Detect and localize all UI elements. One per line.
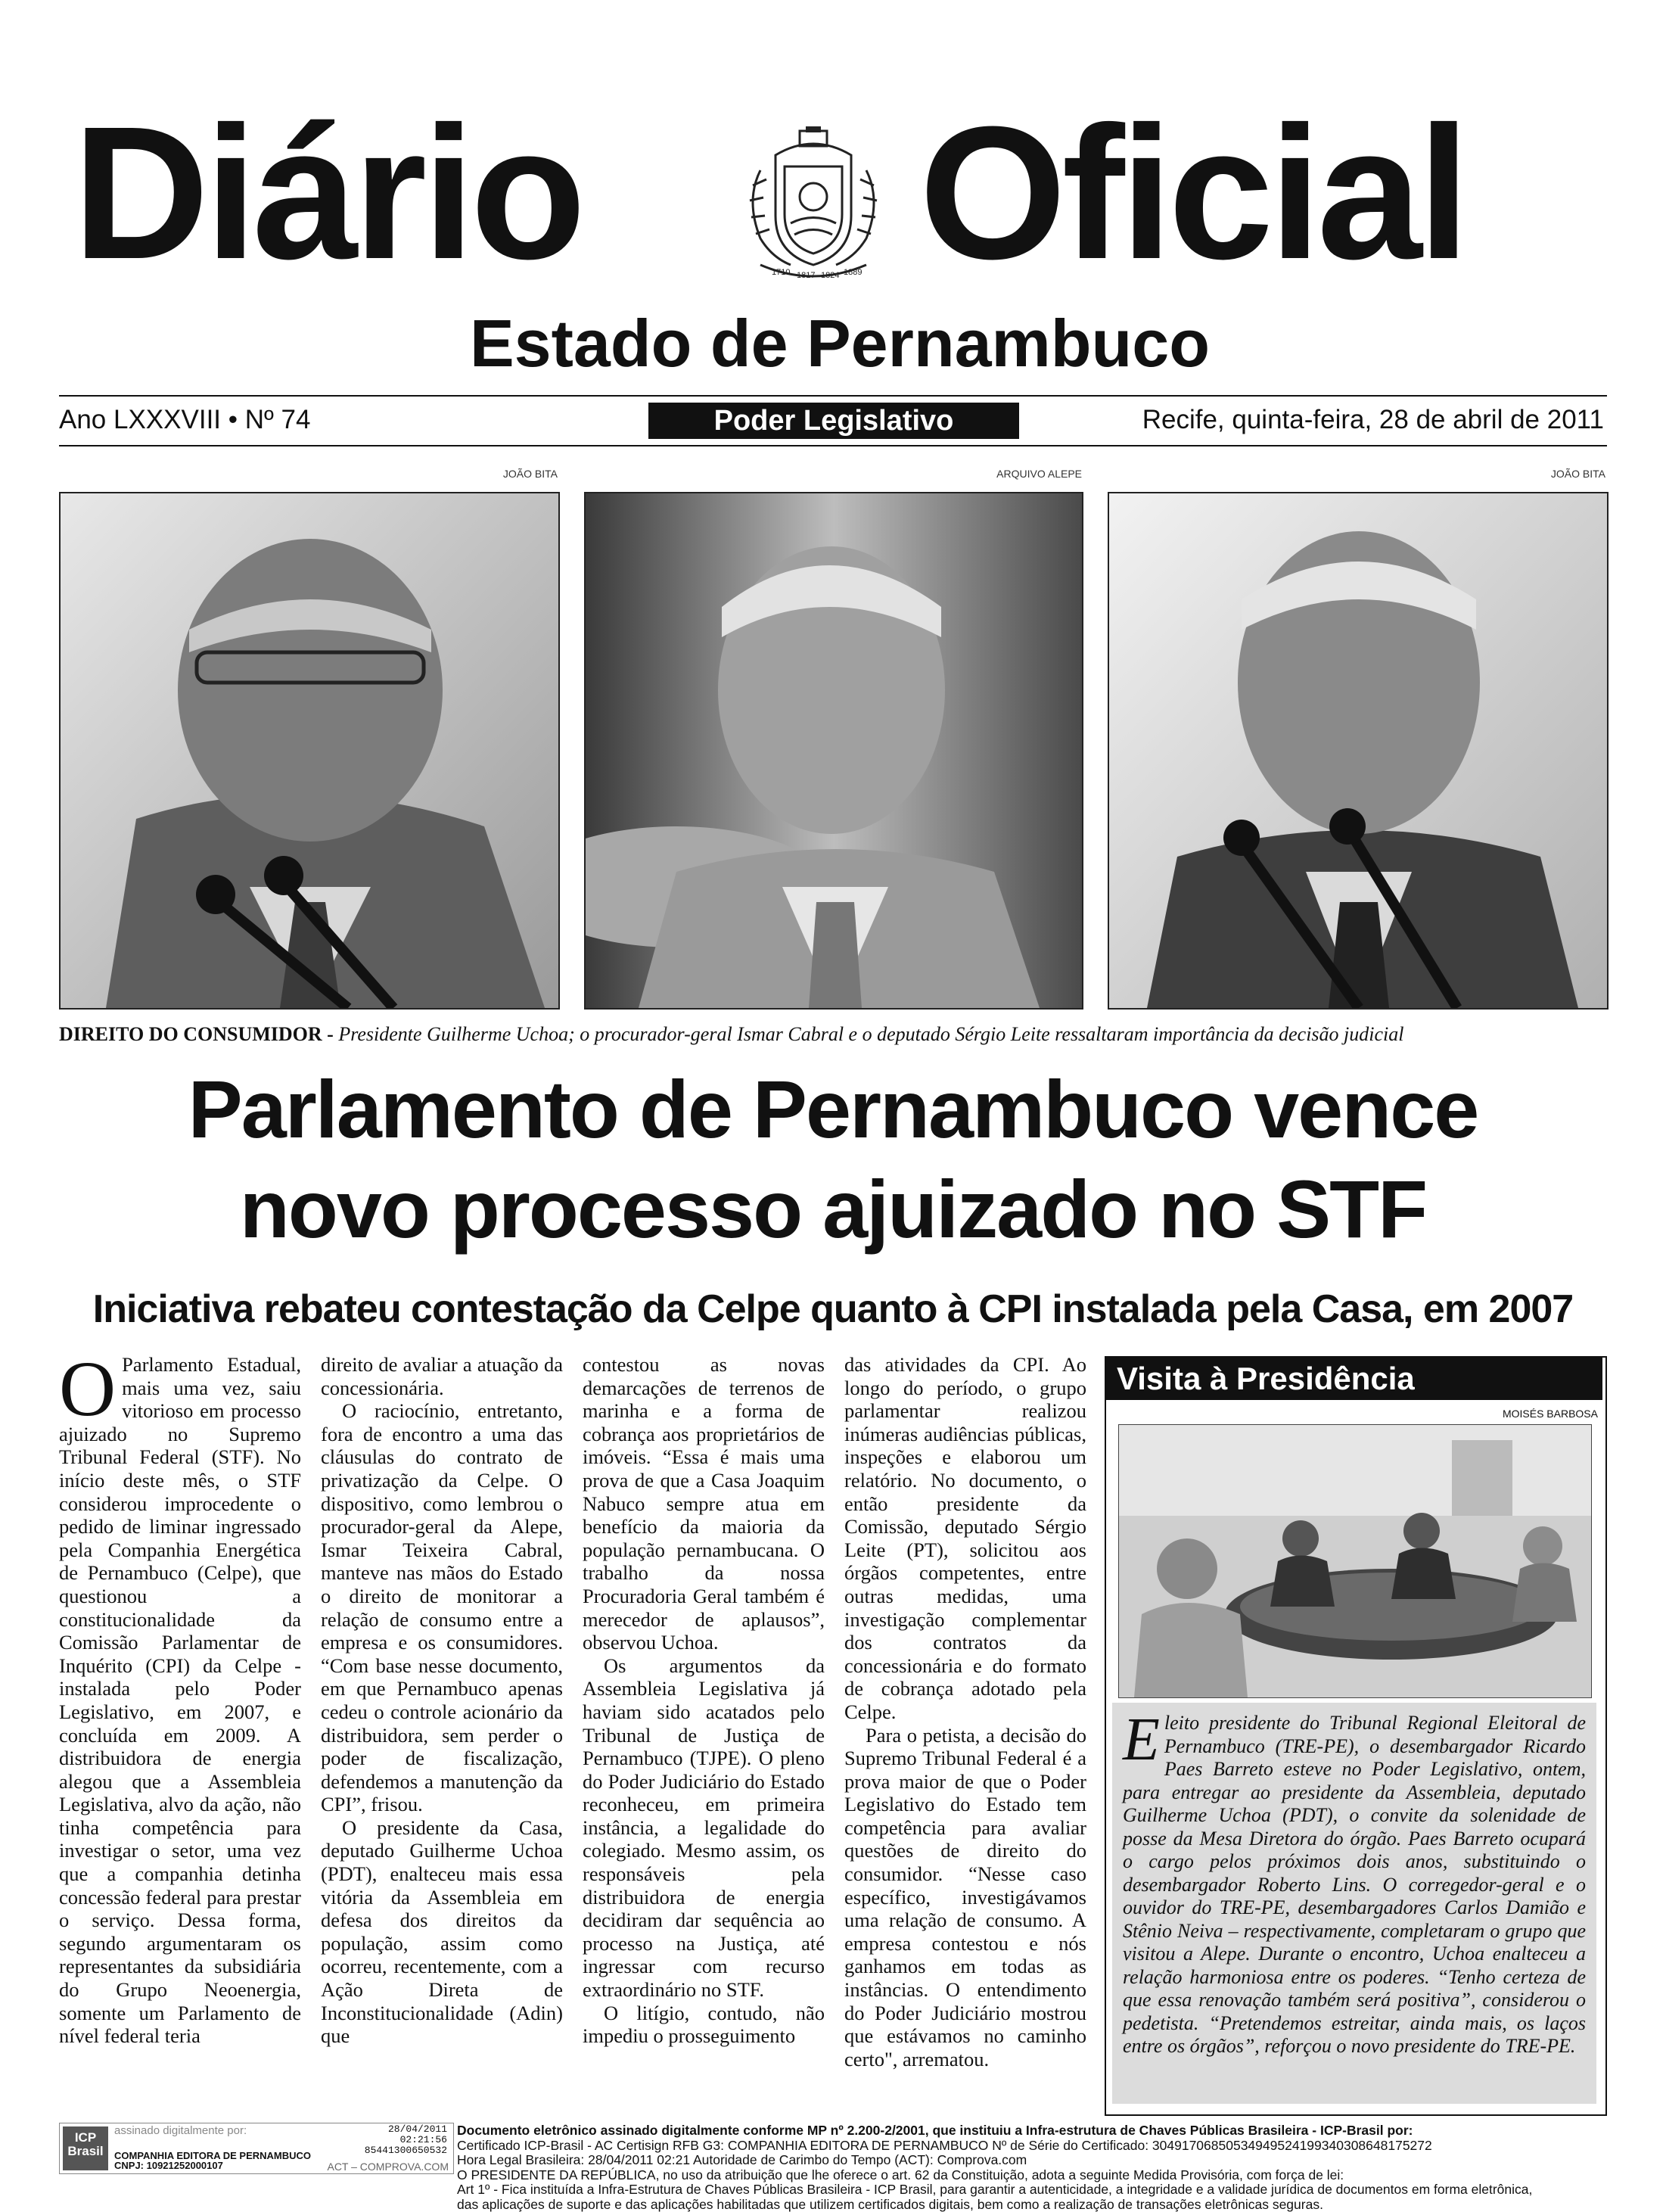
article-column-1: [59, 1353, 301, 2048]
article-column-3: [583, 1353, 825, 2048]
masthead-title-left: Diário: [73, 98, 582, 288]
stamp-time: 02:21:56: [362, 2135, 447, 2145]
photo-credit-3: JOÃO BITA: [1551, 468, 1605, 480]
crest-year-3: 1824: [821, 271, 839, 280]
photo-ismar-cabral: [584, 492, 1083, 1010]
article-col3-p1: contestou as novas demarcações de terrenos de marinha e a forma de cobrança aos proprietários de imóveis. “Essa é mais uma prova de que a Casa Joaquim Nabuco sempre atua em benefício da maioria da população pernambucana. O trabalho da nossa Procuradoria Geral também é merecedor de aplausos”, observou Uchoa.: [583, 1353, 825, 1654]
icp-brasil-logo: ICP Brasil: [63, 2126, 108, 2170]
article-col4-p2: Para o petista, a decisão do Supremo Tribunal Federal é a prova maior de que o Poder Legislativo do Estado tem competência para avaliar questões de direito do consumidor. “Nesse caso específico, investigávamos uma relação de consumo. A empresa contestou e nós ganhamos em todas as instâncias. O entendimento do Poder Judiciário mostrou que estávamos no caminho certo", arrematou.: [844, 1724, 1086, 2071]
article-column-2: [321, 1353, 563, 2048]
edition-number: Ano LXXXVIII • Nº 74: [59, 405, 310, 435]
sidebar-text: leito presidente do Tribunal Regional Eleitoral de Pernambuco (TRE-PE), o desembargador Ricardo Paes Barreto esteve no Poder Legislativo, ontem, para entregar ao presidente da Assembleia, deputado Guilherme Uchoa (PDT), o convite da solenidade de posse da Mesa Diretora do órgão. Paes Barreto ocupará o cargo pelos próximos dois anos, substituindo o desembargador Roberto Lins. O corregedor-geral e o ouvidor do TRE-PE, desembargadores Carlos Damião e Stênio Neiva – respectivamente, completaram o grupo que visitou a Alepe. Durante o encontro, Uchoa enalteceu a relação harmoniosa entre os poderes. “Tenho certeza de que essa renovação também será positiva”, considerou o pedetista. “Pretendemos estreitar, ainda mais, os laços entre os órgãos”, reforçou o novo presidente do TRE-PE.: [1123, 1712, 1586, 2057]
footer-certification: [457, 2123, 1615, 2212]
stamp-label: assinado digitalmente por:: [114, 2124, 247, 2137]
sidebar-dropcap: E: [1123, 1715, 1160, 1765]
caption-kicker: DIREITO DO CONSUMIDOR -: [59, 1023, 338, 1045]
photo-guilherme-uchoa: [59, 492, 560, 1010]
article-col1-p1: Parlamento Estadual, mais uma vez, saiu vitorioso em processo ajuizado no Supremo Tribunal Federal (STF). No início deste mês, o STF considerou improcedente o pedido de liminar ingressado pela Companhia Energética de Pernambuco (Celpe), que questionou a constitucionalidade da Comissão Parlamentar de Inquérito (CPI) da Celpe - instalada pelo Poder Legislativo, em 2007, e concluída em 2009. A distribuidora de energia alegou que a Assembleia Legislativa, alvo da ação, não tinha competência para investigar o setor, uma vez que a companhia detinha concessão federal para prestar o serviço. Dessa forma, segundo argumentaram os representantes da subsidiária do Grupo Neoenergia, somente um Parlamento de nível federal teria: [59, 1353, 301, 2047]
footer-line-1: Documento eletrônico assinado digitalmente conforme MP nº 2.200-2/2001, que instituiu a Infra-estrutura de Chaves Públicas Brasileira - ICP-Brasil por:: [457, 2123, 1615, 2139]
stamp-datetime: [362, 2124, 447, 2156]
article-dropcap: O: [59, 1358, 116, 1421]
footer-line-3: Hora Legal Brasileira: 28/04/2011 02:21 Autoridade de Carimbo do Tempo (ACT): Comprova.com: [457, 2153, 1615, 2168]
stamp-serial: 85441300650532: [362, 2145, 447, 2156]
stamp-company: [114, 2151, 311, 2170]
article-col2-p3: O presidente da Casa, deputado Guilherme Uchoa (PDT), enalteceu mais essa vitória da Assembleia em defesa dos direitos da população, assim como ocorreu, recentemente, com a Ação Direta de Inconstitucionalidade (Adin) que: [321, 1816, 563, 2048]
photo-sergio-leite: [1108, 492, 1608, 1010]
photo-credit-2: ARQUIVO ALEPE: [996, 468, 1082, 480]
crest-year-2: 1817: [797, 271, 815, 280]
article-col3-p3: O litígio, contudo, não impediu o prosseguimento: [583, 2002, 825, 2048]
stamp-company-name: COMPANHIA EDITORA DE PERNAMBUCO: [114, 2151, 311, 2161]
article-column-4: [844, 1353, 1086, 2070]
headline-line-2: novo processo ajuizado no STF: [59, 1159, 1607, 1259]
masthead-subtitle: Estado de Pernambuco: [424, 310, 1256, 377]
headline-line-1: Parlamento de Pernambuco vence: [59, 1059, 1607, 1159]
coat-of-arms-icon: [730, 125, 897, 284]
sidebar-photo-meeting: [1118, 1424, 1592, 1698]
masthead-title-right: Oficial: [919, 98, 1466, 288]
subheadline: Iniciativa rebateu contestação da Celpe quanto à CPI instalada pela Casa, em 2007: [59, 1286, 1607, 1332]
masthead-rule-bottom: [59, 445, 1607, 446]
stamp-date: 28/04/2011: [362, 2124, 447, 2135]
article-col3-p2: Os argumentos da Assembleia Legislativa já haviam sido acatados pelo Tribunal de Justiça de Pernambuco (TJPE). O pleno do Poder Judiciário do Estado reconheceu, em primeira instância, a legalidade do colegiado. Mesmo assim, os responsáveis pela distribuidora de energia decidiram dar sequência ao processo na Justiça, até ingressar com recurso extraordinário no STF.: [583, 1654, 825, 2002]
headline: [59, 1059, 1607, 1259]
article-col2-p2: O raciocínio, entretanto, fora de encontro a uma das cláusulas do contrato de privatização da Celpe. O dispositivo, como lembrou o procurador-geral da Alepe, Ismar Teixeira Cabral, manteve nas mãos do Estado o direito de monitorar a relação de consumo entre a empresa e os consumidores. “Com base nesse documento, em que Pernambuco apenas cedeu o controle acionário da distribuidora, sem perder o poder de fiscalização, defendemos a manutenção da CPI”, frisou.: [321, 1399, 563, 1816]
stamp-act: ACT – COMPROVA.COM: [327, 2161, 449, 2173]
sidebar-photo-credit: MOISÉS BARBOSA: [1503, 1408, 1598, 1420]
masthead-rule-top: [59, 395, 1607, 397]
crest-year-1: 1710: [772, 268, 790, 277]
photo-caption: [59, 1023, 1618, 1046]
photo-credit-1: JOÃO BITA: [503, 468, 558, 480]
article-col4-p1: das atividades da CPI. Ao longo do período, o grupo parlamentar realizou inúmeras audiências públicas, inspeções e elaborou um relatório. No documento, o então presidente da Comissão, deputado Sérgio Leite (PT), solicitou aos órgãos competentes, entre outras medidas, uma investigação complementar dos contratos da concessionária e do formato de cobrança adotado pela Celpe.: [844, 1353, 1086, 1724]
footer-line-2: Certificado ICP-Brasil - AC Certisign RFB G3: COMPANHIA EDITORA DE PERNAMBUCO Nº de Série do Certificado: 3049170685053494952419934030864817527​2: [457, 2139, 1615, 2154]
crest-year-4: 1889: [844, 268, 862, 277]
section-badge: Poder Legislativo: [648, 403, 1019, 439]
article-col2-p1: direito de avaliar a atuação da concessionária.: [321, 1353, 563, 1399]
sidebar-title: Visita à Presidência: [1106, 1358, 1602, 1400]
digital-signature-stamp: [59, 2123, 454, 2174]
stamp-cnpj: CNPJ: 10921252000107: [114, 2161, 311, 2170]
footer-line-6: das aplicações de suporte e das aplicações habilitadas que utilizem certificados digitais, bem como a realização de transações eletrônicas seguras.: [457, 2198, 1615, 2212]
dateline: Recife, quinta-feira, 28 de abril de 2011: [1142, 405, 1604, 435]
caption-text: Presidente Guilherme Uchoa; o procurador-geral Ismar Cabral e o deputado Sérgio Leite ressaltaram importância da decisão judicial: [338, 1023, 1403, 1045]
sidebar-text-box: [1112, 1703, 1596, 2104]
footer-line-4: O PRESIDENTE DA REPÚBLICA, no uso da atribuição que lhe oferece o art. 62 da Constituição, adota a seguinte Medida Provisória, com força de lei:: [457, 2168, 1615, 2183]
footer-line-5: Art 1º - Fica instituída a Infra-Estrutura de Chaves Públicas Brasileira - ICP Brasil, para garantir a autenticidade, a integridade e a validade jurídica de documentos em forma eletrônica,: [457, 2182, 1615, 2198]
